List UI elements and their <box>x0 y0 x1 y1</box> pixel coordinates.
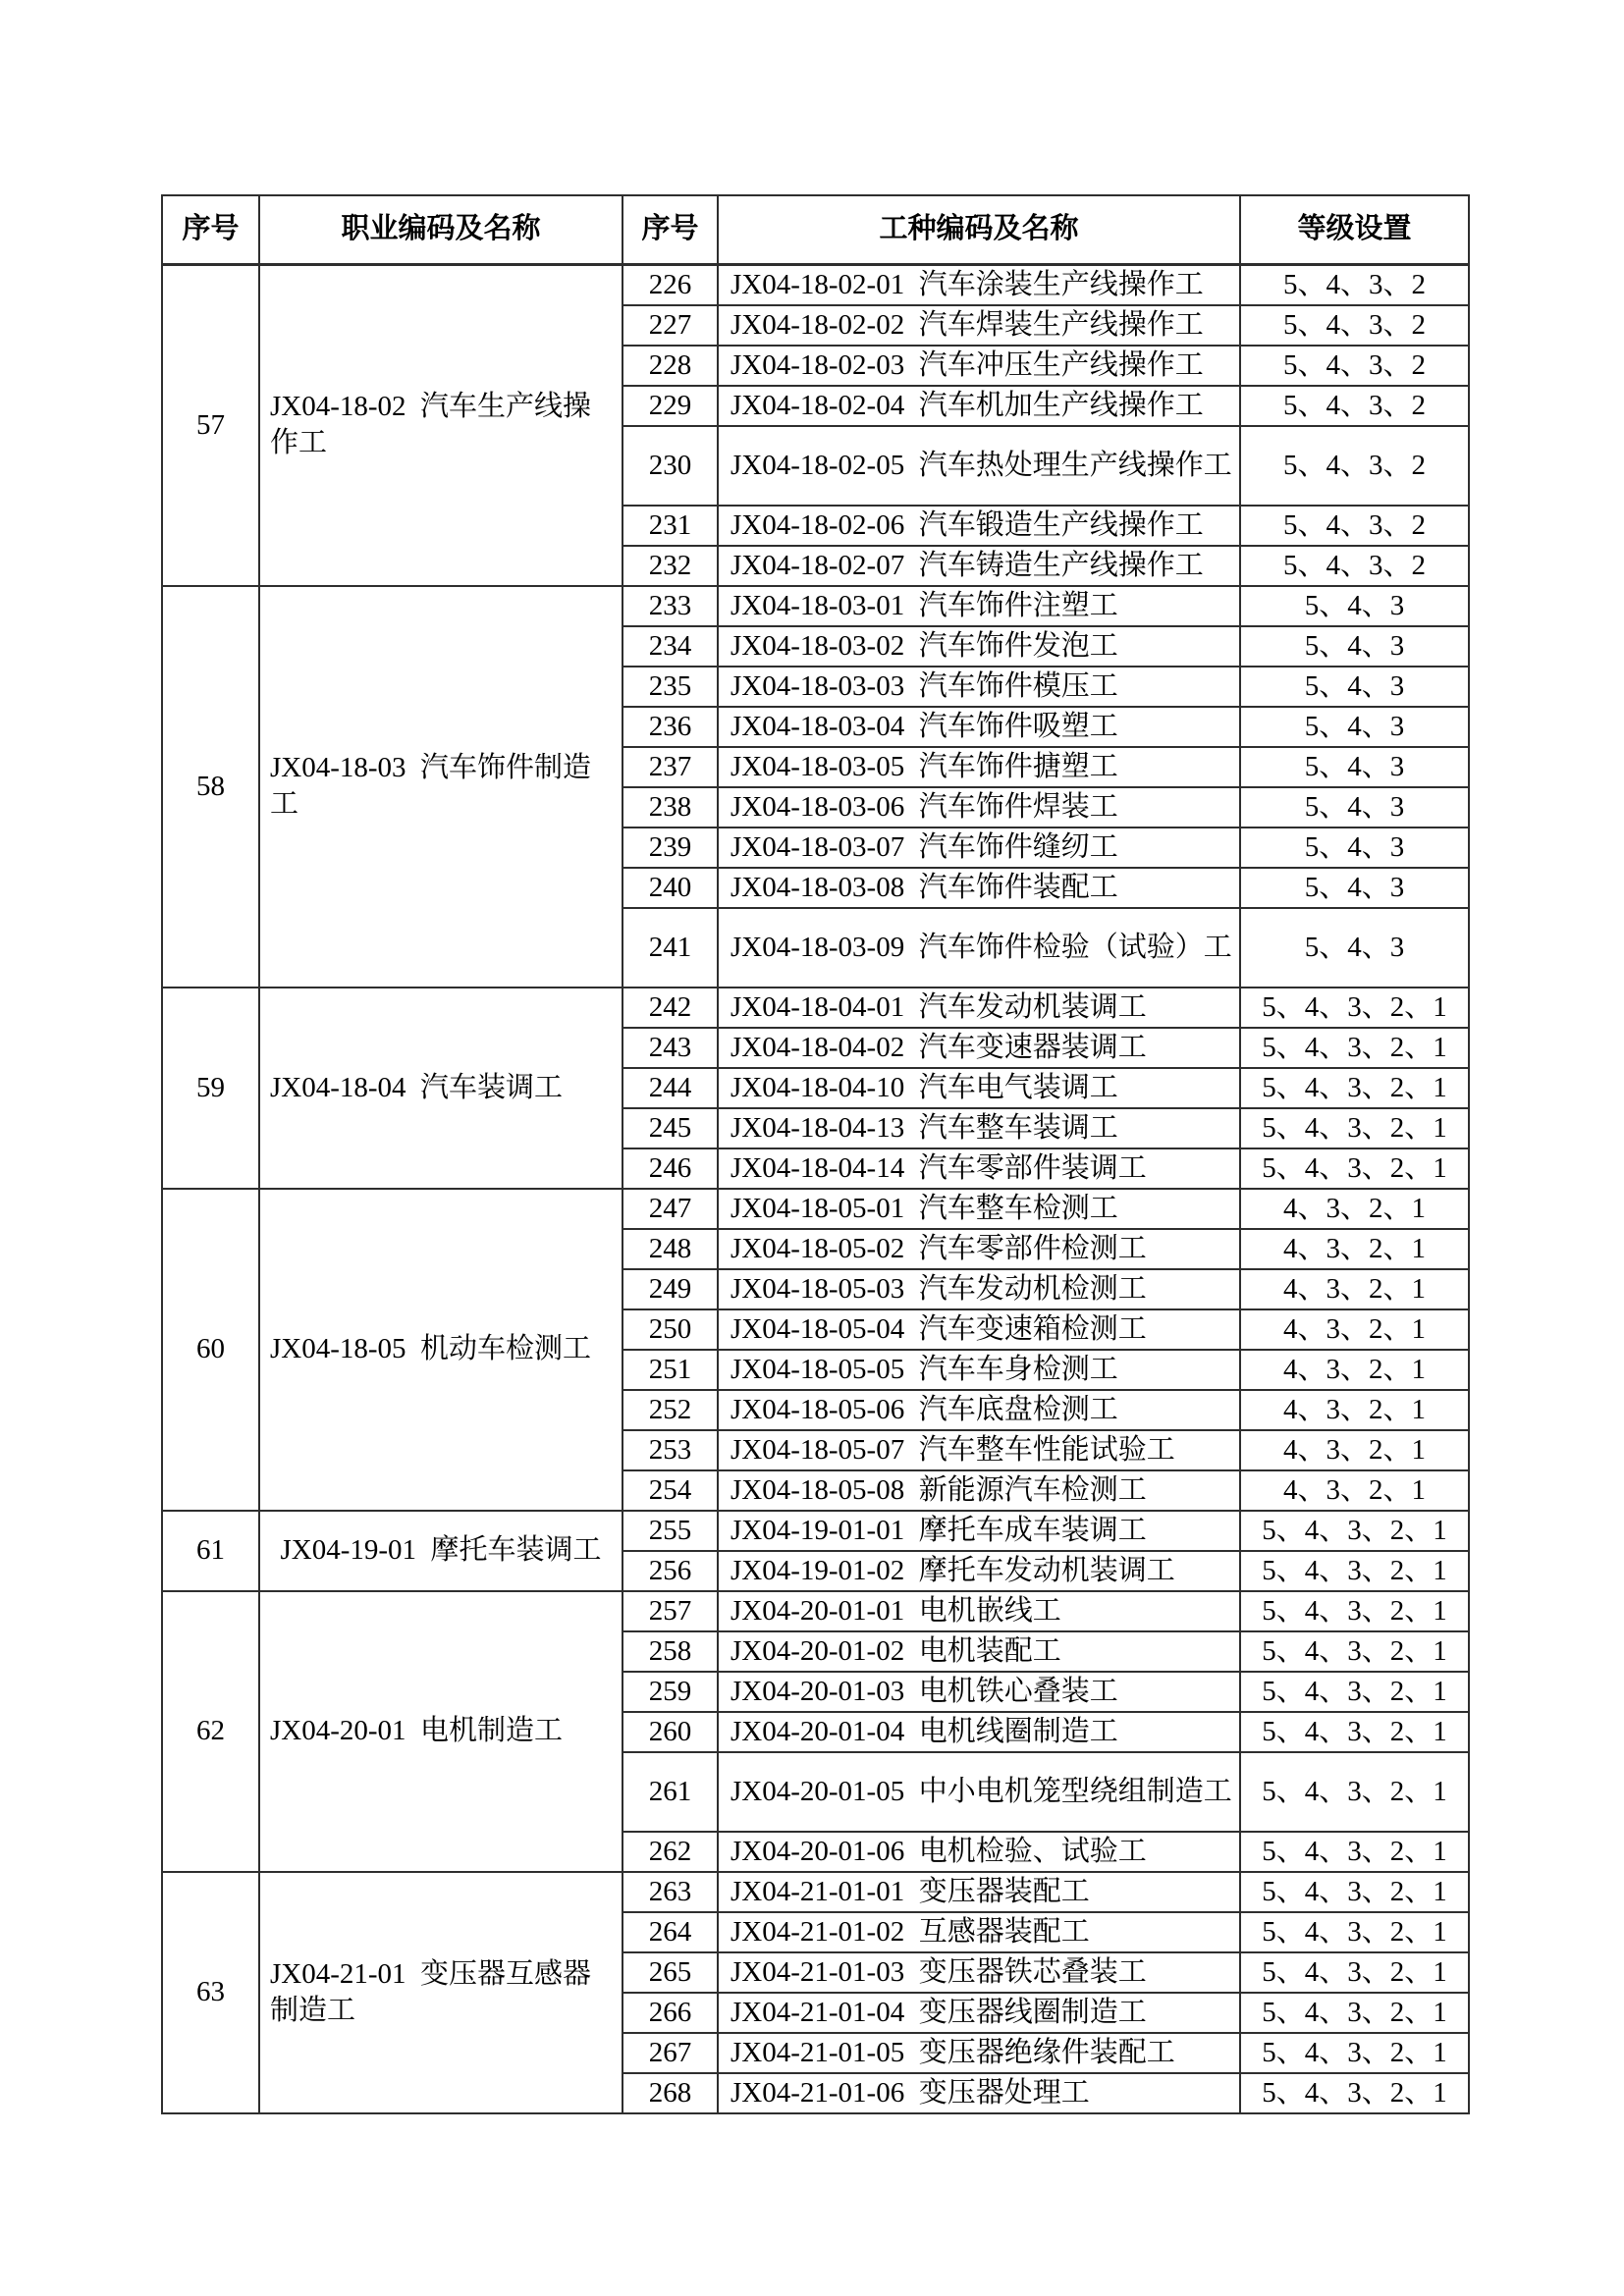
table-body <box>162 264 1469 2113</box>
worktype-name-cell: JX04-20-01-01 电机嵌线工 <box>718 1591 1240 1631</box>
level-setting-cell: 5、4、3、2 <box>1240 506 1469 546</box>
worktype-seq-cell: 248 <box>623 1229 718 1269</box>
worktype-name-cell: JX04-18-02-04 汽车机加生产线操作工 <box>718 386 1240 426</box>
level-setting-cell: 5、4、3、2、1 <box>1240 1148 1469 1189</box>
table-row <box>162 264 1469 305</box>
worktype-seq-cell: 230 <box>623 426 718 506</box>
header-worktype-seq: 序号 <box>623 195 718 264</box>
worktype-seq-cell: 246 <box>623 1148 718 1189</box>
worktype-name-cell: JX04-18-02-02 汽车焊装生产线操作工 <box>718 305 1240 346</box>
level-setting-cell: 5、4、3、2、1 <box>1240 1631 1469 1672</box>
worktype-seq-cell: 244 <box>623 1068 718 1108</box>
worktype-name-cell: JX04-18-02-05 汽车热处理生产线操作工 <box>718 426 1240 506</box>
worktype-name-cell: JX04-18-04-10 汽车电气装调工 <box>718 1068 1240 1108</box>
group-occupation-cell: JX04-18-02 汽车生产线操作工 <box>259 264 623 586</box>
worktype-seq-cell: 241 <box>623 908 718 988</box>
worktype-name-cell: JX04-18-04-13 汽车整车装调工 <box>718 1108 1240 1148</box>
worktype-name-cell: JX04-21-01-01 变压器装配工 <box>718 1872 1240 1912</box>
level-setting-cell: 5、4、3 <box>1240 828 1469 868</box>
level-setting-cell: 5、4、3 <box>1240 868 1469 908</box>
worktype-name-cell: JX04-18-02-01 汽车涂装生产线操作工 <box>718 264 1240 305</box>
table-row <box>162 988 1469 1028</box>
worktype-name-cell: JX04-18-03-08 汽车饰件装配工 <box>718 868 1240 908</box>
worktype-seq-cell: 253 <box>623 1430 718 1470</box>
worktype-name-cell: JX04-18-03-04 汽车饰件吸塑工 <box>718 707 1240 747</box>
table-row <box>162 1189 1469 1229</box>
worktype-name-cell: JX04-18-04-14 汽车零部件装调工 <box>718 1148 1240 1189</box>
level-setting-cell: 5、4、3、2、1 <box>1240 1028 1469 1068</box>
level-setting-cell: 5、4、3、2、1 <box>1240 1752 1469 1832</box>
worktype-seq-cell: 236 <box>623 707 718 747</box>
worktype-name-cell: JX04-21-01-06 变压器处理工 <box>718 2073 1240 2113</box>
worktype-seq-cell: 262 <box>623 1832 718 1872</box>
group-occupation-cell: JX04-20-01 电机制造工 <box>259 1591 623 1872</box>
worktype-seq-cell: 260 <box>623 1712 718 1752</box>
level-setting-cell: 5、4、3、2 <box>1240 305 1469 346</box>
table-header <box>162 195 1469 264</box>
group-occupation-cell: JX04-18-04 汽车装调工 <box>259 988 623 1189</box>
worktype-seq-cell: 226 <box>623 264 718 305</box>
level-setting-cell: 4、3、2、1 <box>1240 1309 1469 1350</box>
level-setting-cell: 5、4、3 <box>1240 626 1469 667</box>
group-seq-cell: 62 <box>162 1591 259 1872</box>
level-setting-cell: 5、4、3、2、1 <box>1240 1672 1469 1712</box>
worktype-seq-cell: 242 <box>623 988 718 1028</box>
worktype-name-cell: JX04-21-01-05 变压器绝缘件装配工 <box>718 2033 1240 2073</box>
header-level-setting: 等级设置 <box>1240 195 1469 264</box>
worktype-seq-cell: 234 <box>623 626 718 667</box>
level-setting-cell: 5、4、3 <box>1240 787 1469 828</box>
group-occupation-cell: JX04-18-05 机动车检测工 <box>259 1189 623 1511</box>
worktype-name-cell: JX04-18-04-01 汽车发动机装调工 <box>718 988 1240 1028</box>
table-row <box>162 1591 1469 1631</box>
level-setting-cell: 4、3、2、1 <box>1240 1269 1469 1309</box>
level-setting-cell: 4、3、2、1 <box>1240 1390 1469 1430</box>
worktype-name-cell: JX04-21-01-04 变压器线圈制造工 <box>718 1993 1240 2033</box>
worktype-seq-cell: 252 <box>623 1390 718 1430</box>
worktype-name-cell: JX04-18-05-02 汽车零部件检测工 <box>718 1229 1240 1269</box>
group-occupation-cell: JX04-19-01 摩托车装调工 <box>259 1511 623 1591</box>
level-setting-cell: 5、4、3 <box>1240 707 1469 747</box>
worktype-name-cell: JX04-18-03-02 汽车饰件发泡工 <box>718 626 1240 667</box>
worktype-name-cell: JX04-18-03-03 汽车饰件模压工 <box>718 667 1240 707</box>
worktype-seq-cell: 256 <box>623 1551 718 1591</box>
worktype-name-cell: JX04-18-03-05 汽车饰件搪塑工 <box>718 747 1240 787</box>
level-setting-cell: 5、4、3、2、1 <box>1240 1952 1469 1993</box>
level-setting-cell: 5、4、3 <box>1240 667 1469 707</box>
worktype-seq-cell: 232 <box>623 546 718 586</box>
worktype-name-cell: JX04-18-02-03 汽车冲压生产线操作工 <box>718 346 1240 386</box>
worktype-name-cell: JX04-18-03-09 汽车饰件检验（试验）工 <box>718 908 1240 988</box>
worktype-name-cell: JX04-19-01-02 摩托车发动机装调工 <box>718 1551 1240 1591</box>
worktype-seq-cell: 251 <box>623 1350 718 1390</box>
level-setting-cell: 5、4、3、2、1 <box>1240 988 1469 1028</box>
worktype-seq-cell: 237 <box>623 747 718 787</box>
worktype-seq-cell: 264 <box>623 1912 718 1952</box>
worktype-seq-cell: 255 <box>623 1511 718 1551</box>
worktype-seq-cell: 247 <box>623 1189 718 1229</box>
header-occupation-seq: 序号 <box>162 195 259 264</box>
table-row <box>162 586 1469 626</box>
level-setting-cell: 5、4、3、2、1 <box>1240 2073 1469 2113</box>
level-setting-cell: 5、4、3、2、1 <box>1240 1511 1469 1551</box>
table-row <box>162 1872 1469 1912</box>
group-seq-cell: 61 <box>162 1511 259 1591</box>
worktype-seq-cell: 229 <box>623 386 718 426</box>
worktype-seq-cell: 268 <box>623 2073 718 2113</box>
worktype-name-cell: JX04-18-05-08 新能源汽车检测工 <box>718 1470 1240 1511</box>
worktype-name-cell: JX04-20-01-06 电机检验、试验工 <box>718 1832 1240 1872</box>
worktype-name-cell: JX04-18-03-07 汽车饰件缝纫工 <box>718 828 1240 868</box>
occupation-worktype-table <box>161 194 1470 2114</box>
worktype-seq-cell: 239 <box>623 828 718 868</box>
table-row <box>162 1511 1469 1551</box>
worktype-name-cell: JX04-21-01-03 变压器铁芯叠装工 <box>718 1952 1240 1993</box>
worktype-seq-cell: 249 <box>623 1269 718 1309</box>
worktype-seq-cell: 231 <box>623 506 718 546</box>
worktype-name-cell: JX04-20-01-05 中小电机笼型绕组制造工 <box>718 1752 1240 1832</box>
worktype-seq-cell: 258 <box>623 1631 718 1672</box>
worktype-name-cell: JX04-20-01-03 电机铁心叠装工 <box>718 1672 1240 1712</box>
worktype-seq-cell: 267 <box>623 2033 718 2073</box>
worktype-seq-cell: 263 <box>623 1872 718 1912</box>
level-setting-cell: 5、4、3、2 <box>1240 546 1469 586</box>
worktype-seq-cell: 250 <box>623 1309 718 1350</box>
worktype-name-cell: JX04-18-03-01 汽车饰件注塑工 <box>718 586 1240 626</box>
worktype-seq-cell: 238 <box>623 787 718 828</box>
level-setting-cell: 4、3、2、1 <box>1240 1189 1469 1229</box>
worktype-name-cell: JX04-18-03-06 汽车饰件焊装工 <box>718 787 1240 828</box>
worktype-seq-cell: 245 <box>623 1108 718 1148</box>
level-setting-cell: 5、4、3、2、1 <box>1240 1912 1469 1952</box>
level-setting-cell: 5、4、3 <box>1240 586 1469 626</box>
worktype-seq-cell: 266 <box>623 1993 718 2033</box>
level-setting-cell: 5、4、3、2 <box>1240 386 1469 426</box>
level-setting-cell: 5、4、3、2、1 <box>1240 1068 1469 1108</box>
group-seq-cell: 57 <box>162 264 259 586</box>
worktype-name-cell: JX04-18-02-07 汽车铸造生产线操作工 <box>718 546 1240 586</box>
worktype-name-cell: JX04-18-05-06 汽车底盘检测工 <box>718 1390 1240 1430</box>
worktype-seq-cell: 235 <box>623 667 718 707</box>
header-worktype-code-name: 工种编码及名称 <box>718 195 1240 264</box>
worktype-seq-cell: 265 <box>623 1952 718 1993</box>
group-occupation-cell: JX04-21-01 变压器互感器制造工 <box>259 1872 623 2113</box>
group-occupation-cell: JX04-18-03 汽车饰件制造工 <box>259 586 623 988</box>
worktype-name-cell: JX04-20-01-02 电机装配工 <box>718 1631 1240 1672</box>
worktype-name-cell: JX04-18-05-01 汽车整车检测工 <box>718 1189 1240 1229</box>
header-occupation-code-name: 职业编码及名称 <box>259 195 623 264</box>
level-setting-cell: 4、3、2、1 <box>1240 1470 1469 1511</box>
worktype-name-cell: JX04-20-01-04 电机线圈制造工 <box>718 1712 1240 1752</box>
level-setting-cell: 5、4、3、2 <box>1240 426 1469 506</box>
worktype-seq-cell: 261 <box>623 1752 718 1832</box>
level-setting-cell: 5、4、3、2 <box>1240 264 1469 305</box>
group-seq-cell: 63 <box>162 1872 259 2113</box>
level-setting-cell: 5、4、3、2、1 <box>1240 2033 1469 2073</box>
worktype-name-cell: JX04-18-02-06 汽车锻造生产线操作工 <box>718 506 1240 546</box>
level-setting-cell: 5、4、3、2、1 <box>1240 1993 1469 2033</box>
worktype-seq-cell: 240 <box>623 868 718 908</box>
worktype-seq-cell: 257 <box>623 1591 718 1631</box>
worktype-seq-cell: 259 <box>623 1672 718 1712</box>
group-seq-cell: 58 <box>162 586 259 988</box>
worktype-name-cell: JX04-18-04-02 汽车变速器装调工 <box>718 1028 1240 1068</box>
level-setting-cell: 4、3、2、1 <box>1240 1229 1469 1269</box>
worktype-name-cell: JX04-21-01-02 互感器装配工 <box>718 1912 1240 1952</box>
worktype-seq-cell: 254 <box>623 1470 718 1511</box>
level-setting-cell: 4、3、2、1 <box>1240 1350 1469 1390</box>
worktype-name-cell: JX04-18-05-04 汽车变速箱检测工 <box>718 1309 1240 1350</box>
worktype-name-cell: JX04-18-05-03 汽车发动机检测工 <box>718 1269 1240 1309</box>
level-setting-cell: 4、3、2、1 <box>1240 1430 1469 1470</box>
header-row <box>162 195 1469 264</box>
worktype-seq-cell: 228 <box>623 346 718 386</box>
group-seq-cell: 60 <box>162 1189 259 1511</box>
worktype-name-cell: JX04-18-05-07 汽车整车性能试验工 <box>718 1430 1240 1470</box>
level-setting-cell: 5、4、3、2、1 <box>1240 1832 1469 1872</box>
worktype-seq-cell: 227 <box>623 305 718 346</box>
worktype-name-cell: JX04-18-05-05 汽车车身检测工 <box>718 1350 1240 1390</box>
level-setting-cell: 5、4、3 <box>1240 747 1469 787</box>
level-setting-cell: 5、4、3、2、1 <box>1240 1872 1469 1912</box>
level-setting-cell: 5、4、3 <box>1240 908 1469 988</box>
worktype-name-cell: JX04-19-01-01 摩托车成车装调工 <box>718 1511 1240 1551</box>
level-setting-cell: 5、4、3、2、1 <box>1240 1551 1469 1591</box>
worktype-seq-cell: 233 <box>623 586 718 626</box>
level-setting-cell: 5、4、3、2、1 <box>1240 1108 1469 1148</box>
worktype-seq-cell: 243 <box>623 1028 718 1068</box>
level-setting-cell: 5、4、3、2、1 <box>1240 1712 1469 1752</box>
level-setting-cell: 5、4、3、2、1 <box>1240 1591 1469 1631</box>
group-seq-cell: 59 <box>162 988 259 1189</box>
level-setting-cell: 5、4、3、2 <box>1240 346 1469 386</box>
